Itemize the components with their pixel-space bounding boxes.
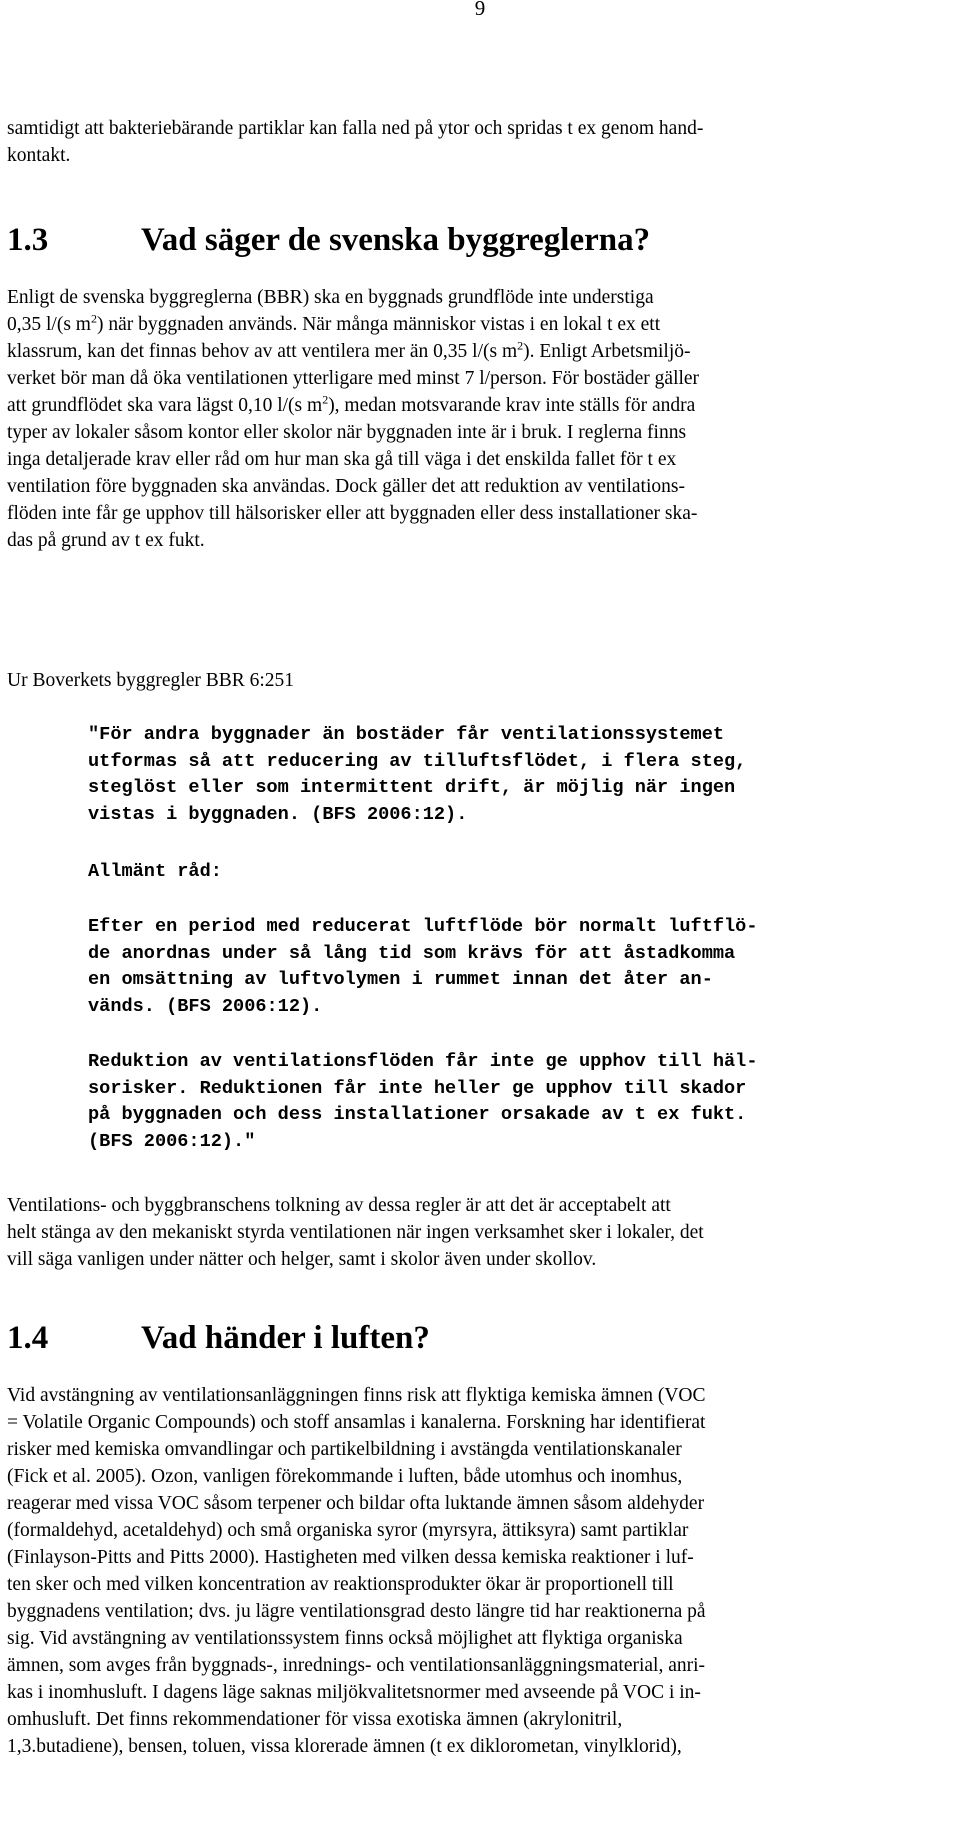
text-line: Vid avstängning av ventilationsanläggningen finns risk att flyktiga kemiska ämnen (VOC (7, 1385, 706, 1406)
regulation-quote-3 (88, 1049, 948, 1155)
text-line: Enligt de svenska byggreglerna (BBR) ska en byggnads grundflöde inte understiga (7, 287, 654, 308)
text-line: helt stänga av den mekaniskt styrda ventilationen när ingen verksamhet sker i lokaler, det (7, 1222, 704, 1243)
text-line: risker med kemiska omvandlingar och partikelbildning i avstängda ventilationskanaler (7, 1439, 682, 1460)
quote-line: utformas så att reducering av tilluftsflödet, i flera steg, (88, 750, 747, 772)
text-line: = Volatile Organic Compounds) och stoff ansamlas i kanalerna. Forskning har identifierat (7, 1412, 706, 1433)
quote-line: sorisker. Reduktionen får inte heller ge upphov till skador (88, 1077, 747, 1099)
quote-line: steglöst eller som intermittent drift, är möjlig när ingen (88, 777, 736, 798)
text-line: klassrum, kan det finnas behov av att ventilera mer än 0,35 l/(s $m^2$). Enligt Arbetsmiljö- (7, 338, 691, 362)
section-heading-1-4 (7, 1318, 430, 1358)
text-line: inga detaljerade krav eller råd om hur man ska gå till väga i det enskilda fallet för t ex (7, 449, 677, 470)
text-line: reagerar med vissa VOC såsom terpener och bildar ofta luktande ämnen såsom aldehyder (7, 1493, 705, 1514)
regulation-quote-1 (88, 722, 948, 828)
regulation-quote-2 (88, 914, 948, 1020)
text-line: byggnadens ventilation; dvs. ju lägre ventilationsgrad desto längre tid har reaktionerna på (7, 1601, 706, 1622)
text-line: Ur Boverkets byggregler BBR 6:251 (7, 670, 295, 691)
section-number: 1.3 (7, 222, 49, 258)
quote-line: Efter en period med reducerat luftflöde bör normalt luftflö- (88, 916, 758, 937)
quote-line: på byggnaden och dess installationer orsakade av t ex fukt. (88, 1104, 747, 1125)
voc-paragraph (7, 1382, 950, 1760)
text-line: flöden inte får ge upphov till hälsorisker eller att byggnaden eller dess installationer ska- (7, 503, 698, 524)
text-line: ventilation före byggnaden ska användas. Dock gäller det att reduktion av ventilations- (7, 476, 685, 497)
text-line: 0,35 l/(s $m^2$) när byggnaden används. När många människor vistas i en lokal t ex ett (7, 311, 661, 335)
superscript: 2 (517, 338, 524, 353)
section-title: Vad säger de svenska byggreglerna? (141, 222, 651, 258)
section-title: Vad händer i luften? (141, 1320, 430, 1356)
section-number: 1.4 (7, 1320, 49, 1356)
text-line: (Fick et al. 2005). Ozon, vanligen förekommande i luften, både utomhus och inomhus, (7, 1466, 683, 1487)
text-line: vill säga vanligen under nätter och helger, samt i skolor även under skollov. (7, 1249, 597, 1270)
text-line: att grundflödet ska vara lägst 0,10 l/(s $m^2$), medan motsvarande krav inte ställs för andra (7, 392, 696, 416)
text-line: kas i inomhusluft. I dagens läge saknas miljökvalitetsnormer med avseende på VOC i in- (7, 1682, 701, 1703)
superscript: 2 (322, 392, 329, 407)
section-heading-1-3 (7, 220, 650, 260)
quote-line: (BFS 2006:12)." (88, 1130, 256, 1152)
advice-label (88, 859, 948, 886)
text-line: 1,3.butadiene), bensen, toluen, vissa klorerade ämnen (t ex diklorometan, vinylklorid), (7, 1736, 682, 1757)
text-line: (Finlayson-Pitts and Pitts 2000). Hastigheten med vilken dessa kemiska reaktioner i luf- (7, 1547, 694, 1568)
page-number: 9 (474, 0, 486, 20)
superscript: 2 (90, 311, 97, 326)
quote-line: en omsättning av luftvolymen i rummet innan det åter an- (88, 969, 713, 990)
text-line: kontakt. (7, 145, 71, 166)
quote-line: vistas i byggnaden. (BFS 2006:12). (88, 803, 468, 825)
text-line: das på grund av t ex fukt. (7, 530, 205, 551)
text-line: Ventilations- och byggbranschens tolkning av dessa regler är att det är acceptabelt att (7, 1195, 671, 1216)
quote-line: de anordnas under så lång tid som krävs för att åstadkomma (88, 942, 736, 964)
quote-line: vänds. (BFS 2006:12). (88, 995, 323, 1017)
source-line (7, 667, 950, 694)
text-line: (formaldehyd, acetaldehyd) och små organiska syror (myrsyra, ättiksyra) samt partiklar (7, 1520, 689, 1541)
quote-line: Reduktion av ventilationsflöden får inte ge upphov till häl- (88, 1051, 758, 1072)
text-line: sig. Vid avstängning av ventilationssystem finns också möjlighet att flyktiga organiska (7, 1628, 683, 1649)
text-line: samtidigt att bakteriebärande partiklar kan falla ned på ytor och spridas t ex genom hand- (7, 118, 704, 139)
quote-line: "För andra byggnader än bostäder får ventilationssystemet (88, 724, 725, 745)
text-line: verket bör man då öka ventilationen ytterligare med minst 7 l/person. För bostäder gäller (7, 368, 700, 389)
text-line: omhusluft. Det finns rekommendationer för vissa exotiska ämnen (akrylonitril, (7, 1709, 623, 1730)
quote-line: Allmänt råd: (88, 861, 222, 882)
interpretation-paragraph (7, 1192, 950, 1273)
text-line: typer av lokaler såsom kontor eller skolor när byggnaden inte är i bruk. I reglerna finns (7, 422, 687, 443)
intro-paragraph (7, 115, 950, 169)
bbr-paragraph (7, 284, 950, 554)
text-line: ten sker och med vilken koncentration av reaktionsprodukter ökar är proportionell till (7, 1574, 674, 1595)
text-line: ämnen, som avges från byggnads-, inrednings- och ventilationsanläggningsmaterial, anri- (7, 1655, 706, 1676)
